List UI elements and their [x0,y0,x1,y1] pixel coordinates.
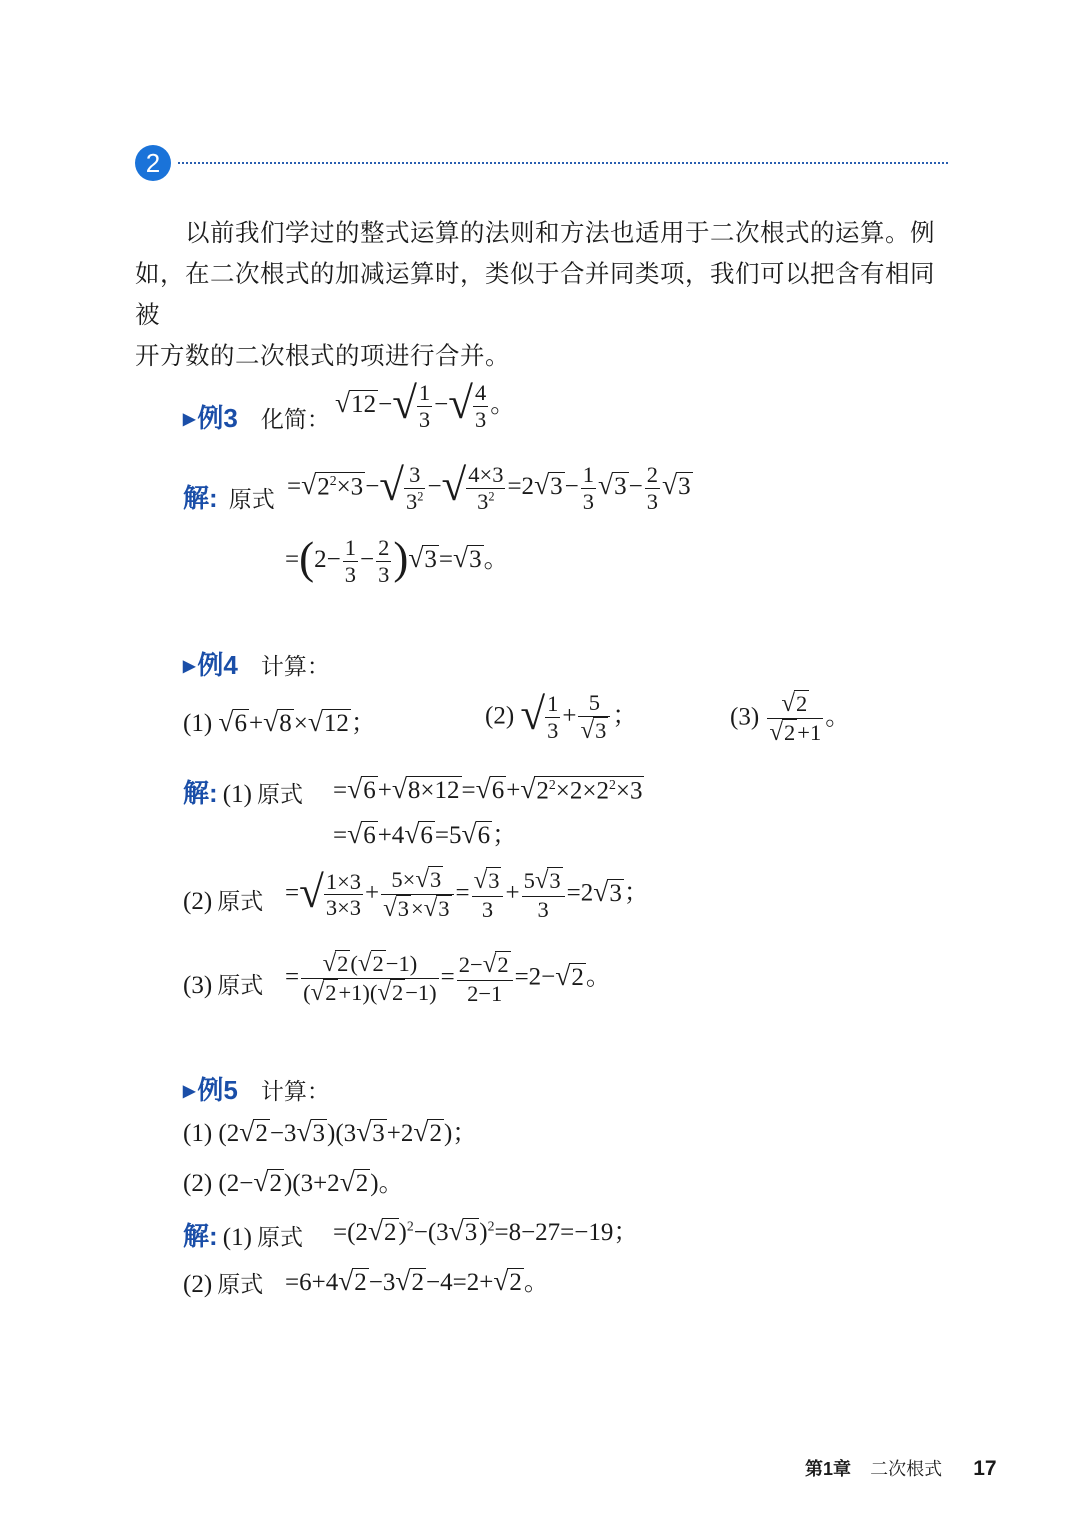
example-3-heading [183,398,330,435]
example-4-solution-1-line-1: $=√6+√8\times 12=√6+√2^2\times 2\times 2^2\times 3$ [333,773,643,804]
example-3-solution-line-2: =(2− $\frac{1}{3}$ − $\frac{2}{3}$ )√3=√3。 [285,533,509,587]
example-4-part-1: (1) √6+√8×√12； [183,706,376,737]
example-5-part-1: (1) (2√2−3√3)(3√3+2√2)； [183,1116,478,1147]
triangle-bullet-icon: ▶ [183,658,196,675]
example-5-part-2: (2) (2−√2)(3+2√2)。 [183,1166,404,1197]
example-4-solution-3: = $\frac{√2(√2-1)}{(√2+1)(√2-1)}$ = $\frac{2-√2}{2-1}$ =2−√2。 [285,950,611,1007]
triangle-bullet-icon: ▶ [183,1083,196,1100]
example-4-solution-1-line-2: =√6+4√6=5√6； [333,818,518,849]
example-5-solution-2: =6+4√2−3√2−4=2+√2。 [285,1265,549,1296]
chapter-label: 第1章 [805,1459,852,1479]
example-4-solution-label: 解: (1) 原式 [183,778,304,808]
paragraph-line-3: 开方数的二次根式的项进行合并。 [135,341,510,370]
example-3-expression: √12−√ $\frac{1}{3}$ −√ $\frac{4}{3}$ 。 [335,378,516,432]
example-3-prompt: 化简： [260,407,330,433]
example-4-heading: ▶例4 计算： [183,650,330,680]
paragraph-line-1: 以前我们学过的整式运算的法则和方法也适用于二次根式的运算。例 [185,218,935,247]
example-3-solution-line-1: $=√2^2\times 3-√$ $\frac{3}{3^2}$ −√ $\frac{4\times 3}{3^2}$ =2√3− $\frac{1}{3}$ √3− $\frac{2}{3}$ √3 [287,460,691,514]
page-footer [805,1455,997,1481]
example-5-solution-label: 解: (1) 原式 [183,1221,304,1251]
section-number-badge: 2 [135,145,171,181]
example-4-part-3: (3) $\frac{√2}{√2+1}$ 。 [730,690,851,747]
example-3-solution-label: 解: 原式 [183,483,275,513]
page-number: 17 [973,1457,997,1480]
paragraph-line-2: 如，在二次根式的加减运算时，类似于合并同类项，我们可以把含有相同被 [135,259,935,329]
example-5-heading: ▶例5 计算： [183,1075,330,1105]
example-4-solution-3-label: (3) 原式 [183,972,264,999]
example-5-solution-2-label: (2) 原式 [183,1271,264,1298]
example-4-solution-2: =√ $\frac{1\times 3}{3\times 3}$ + $\frac{5\times√3}{√3\times√3}$ = $\frac{√3}{3}$ + $\frac{5√3}{3}$ =2√3； [285,866,649,923]
example-4-part-2: (2) √ $\frac{1}{3}$ + $\frac{5}{√3}$ ； [485,689,638,744]
triangle-bullet-icon: ▶ [183,411,196,428]
dotted-divider [178,162,948,164]
example-4-solution-2-label: (2) 原式 [183,888,264,915]
example-5-solution-1: $=(2√2)^2-(3√3)^2=8-27=-19$； [333,1215,639,1246]
example-3-label: ▶例3 [183,403,238,433]
chapter-title: 二次根式 [870,1459,943,1480]
intro-paragraph [135,212,947,376]
